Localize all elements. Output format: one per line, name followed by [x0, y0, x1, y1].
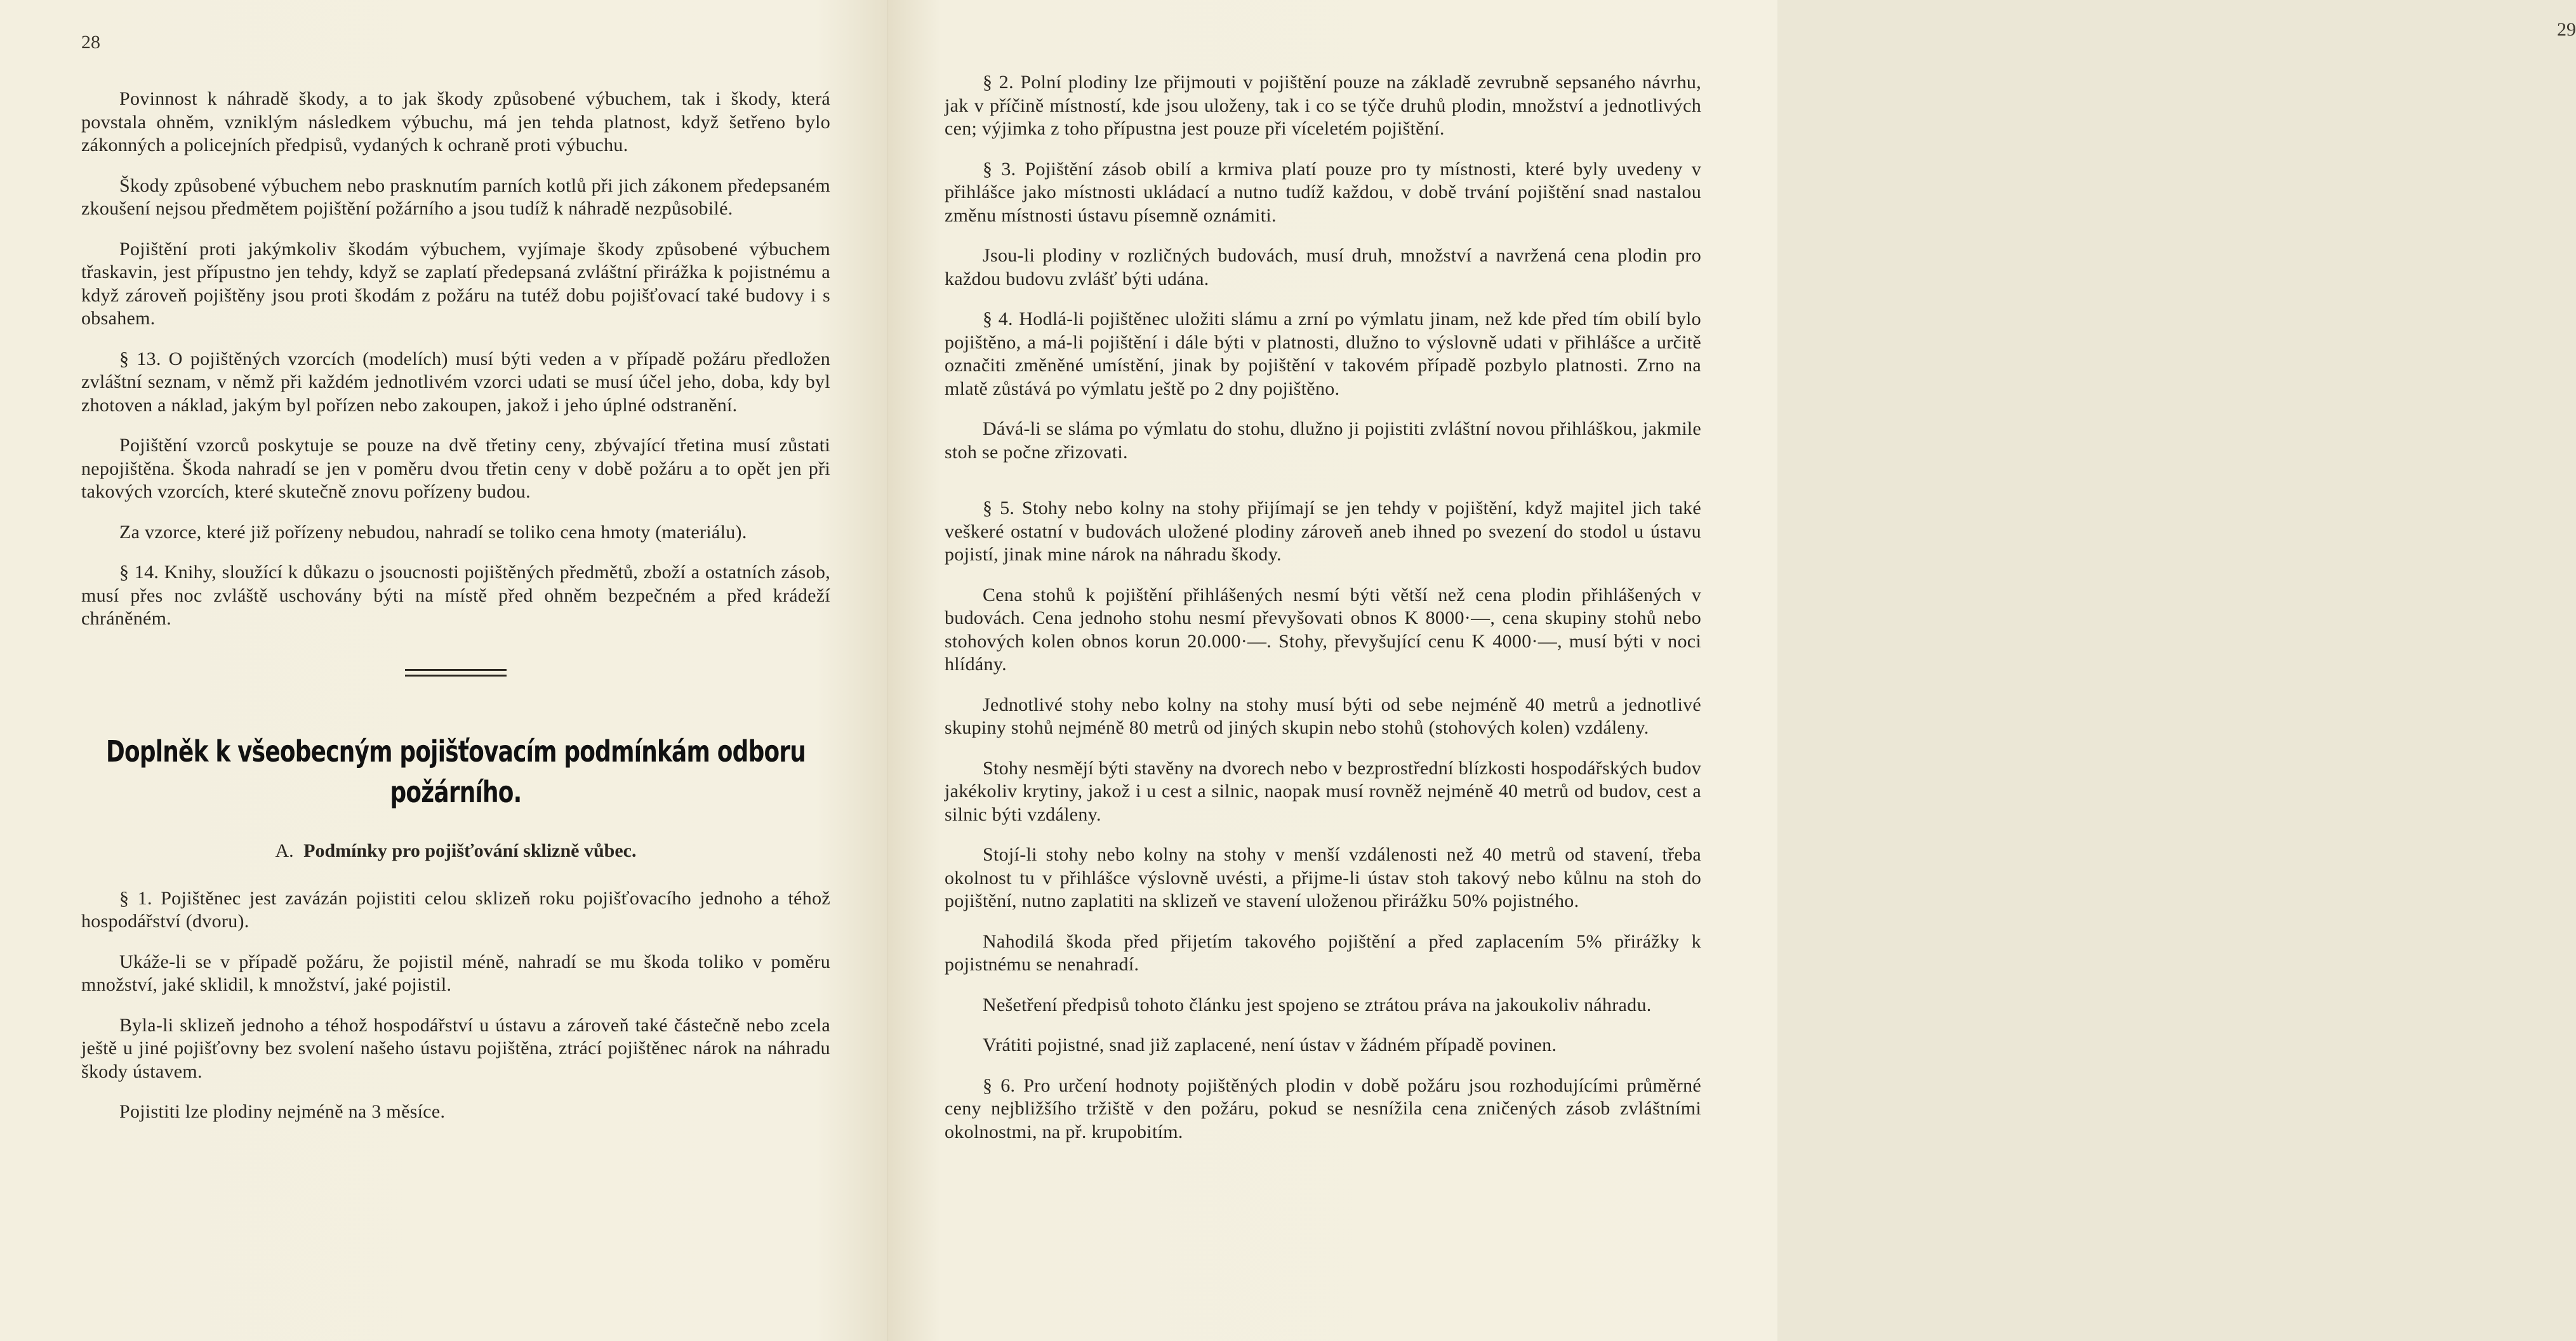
- paragraph-section-1: § 1. Pojištěnec jest zavázán pojistiti celou sklizeň roku pojišťovacího jednoho a téhož hospodářství (dvoru).: [81, 887, 830, 932]
- page-number-right: 29: [2557, 19, 2576, 40]
- paragraph: Dává-li se sláma po výmlatu do stohu, dlužno ji pojistiti zvláštní novou přihláškou, jakmile stoh se počne zřizovati.: [945, 418, 1701, 463]
- spacer: [945, 481, 1701, 497]
- paragraph: Pojištění vzorců poskytuje se pouze na dvě třetiny ceny, zbývající třetina musí zůstati nepojištěna. Škoda nahradí se jen v poměru dvou třetin ceny v době požáru a to opět jen při takových vzorcích, které skutečně znovu pořízeny budou.: [81, 435, 830, 502]
- supplement-heading: Doplněk k všeobecným pojišťovacím podmínkám odboru požárního.: [105, 734, 806, 809]
- double-rule-divider: [405, 669, 507, 677]
- paragraph: Pojištění proti jakýmkoliv škodám výbuchem, vyjímaje škody způsobené výbuchem třaskavin, jest přípustno jen tehdy, když se zaplatí předepsaná zvláštní přirážka k pojistnému a když zároveň pojištěny jsou proti škodám z požáru na tutéž dobu pojišťovací také budovy i s obsahem.: [81, 238, 830, 329]
- paragraph: Stojí-li stohy nebo kolny na stohy v menší vzdálenosti než 40 metrů od stavení, třeba okolnost tu v přihlášce výslovně uvésti, a přijme-li ústav stoh takový nebo kůlnu na stoh do pojištění, nutno zaplatiti na sklizeň ve stavení uloženou přirážku 50% pojistného.: [945, 844, 1701, 911]
- paragraph: Nešetření předpisů tohoto článku jest spojeno se ztrátou práva na jakoukoliv náhradu.: [983, 994, 1652, 1015]
- paragraph-section-6: § 6. Pro určení hodnoty pojištěných plodin v době požáru jsou rozhodujícími průměrné ceny nejbližšího tržiště v den požáru, pokud se nesnížila cena zničených zásob zvláštními okolnostmi, na př. krupobitím.: [945, 1074, 1701, 1142]
- paragraph: Stohy nesmějí býti stavěny na dvorech nebo v bezprostřední blízkosti hospodářských budov jakékoliv krytiny, jakož i u cest a silnic, naopak musí rovněž nejméně 40 metrů od budov, cest a silnic býti vzdáleny.: [945, 757, 1701, 825]
- page-number-left: 28: [81, 32, 100, 53]
- paragraph-section-2: § 2. Polní plodiny lze přijmouti v pojištění pouze na základě zevrubně sepsaného návrhu, jak v příčině místností, kde jsou uloženy, tak i co se týče druhů plodin, množství a jednotlivých cen; výjimka z toho přípustna jest pouze při víceletém pojištění.: [945, 72, 1701, 139]
- paragraph-section-3: § 3. Pojištění zásob obilí a krmiva platí pouze pro ty místnosti, které byly uvedeny v přihlášce jako místnosti ukládací a nutno tudíž každou, v době trvání pojištění snad nastalou změnu místnosti ústavu písemně oznámiti.: [945, 158, 1701, 226]
- paragraph-section-4: § 4. Hodlá-li pojištěnec uložiti slámu a zrní po výmlatu jinam, než kde před tím obilí bylo pojištěno, a má-li pojištění i dále býti v platnosti, dlužno to výslovně udati v přihlášce a určitě označiti změněné umístění, jinak by pojištění v takovém případě pozbylo platnosti. Zrno na mlatě zůstává po výmlatu ještě po 2 dny pojištěno.: [945, 308, 1701, 399]
- left-page-text-column: [81, 88, 830, 1141]
- left-page: [0, 0, 887, 1341]
- right-page-text-column: [945, 71, 1701, 1161]
- paragraph: Jsou-li plodiny v rozličných budovách, musí druh, množství a navržená cena plodin pro každou budovu zvlášť býti udána.: [945, 245, 1701, 289]
- paragraph: Povinnost k náhradě škody, a to jak škody způsobené výbuchem, tak i škody, která povstala ohněm, vzniklým následkem výbuchu, má jen tehda platnost, když šetřeno bylo zákonných a policejních předpisů, vydaných k ochraně proti výbuchu.: [81, 88, 830, 155]
- paragraph: Vrátiti pojistné, snad již zaplacené, není ústav v žádném případě povinen.: [983, 1034, 1557, 1055]
- paragraph: Byla-li sklizeň jednoho a téhož hospodářství u ústavu a zároveň také částečně nebo zcela ještě u jiné pojišťovny bez svolení našeho ústavu pojištěna, ztrácí pojištěnec nárok na náhradu škody ústavem.: [81, 1014, 830, 1082]
- paragraph-section-14: § 14. Knihy, sloužící k důkazu o jsoucnosti pojištěných předmětů, zboží a ostatních zásob, musí přes noc zvláště uschovány býti na místě před ohněm bezpečném a před krádeží chráněném.: [81, 562, 830, 629]
- paragraph: Škody způsobené výbuchem nebo prasknutím parních kotlů při jich zákonem předepsaném zkoušení nejsou předmětem pojištění požárního a jsou tudíž k náhradě nezpůsobilé.: [81, 175, 830, 219]
- paragraph: Jednotlivé stohy nebo kolny na stohy musí býti od sebe nejméně 40 metrů a jednotlivé skupiny stohů nejméně 80 metrů od jiných skupin nebo stohů (stohových kolen) vzdáleny.: [945, 694, 1701, 738]
- paragraph: Nahodilá škoda před přijetím takového pojištění a před zaplacením 5% přirážky k pojistnému se nenahradí.: [945, 930, 1701, 975]
- paragraph-section-5: § 5. Stohy nebo kolny na stohy přijímají se jen tehdy v pojištění, když majitel jich také veškeré ostatní v budovách uložené plodiny zároveň aneb ihned po svezení do stodol u ústavu pojistí, jinak mine nárok na náhradu škody.: [945, 498, 1701, 565]
- paragraph: Za vzorce, které již pořízeny nebudou, nahradí se toliko cena hmoty (materiálu).: [119, 521, 747, 543]
- paragraph: Cena stohů k pojištění přihlášených nesmí býti větší než cena plodin přihlášených v budovách. Cena jednoho stohu nesmí převyšovati obnos K 8000·—, cena skupiny stohů nebo stohových kolen obnos korun 20.000·—. Stohy, převyšující cenu K 4000·—, musí býti v noci hlídány.: [945, 584, 1701, 675]
- paragraph: Pojistiti lze plodiny nejméně na 3 měsíce.: [119, 1101, 446, 1122]
- subsection-letter: A.: [275, 840, 294, 861]
- subsection-heading: [81, 840, 830, 862]
- paragraph: Ukáže-li se v případě požáru, že pojistil méně, nahradí se mu škoda toliko v poměru množství, jaké sklidil, k množství, jaké pojistil.: [81, 951, 830, 995]
- subsection-title: Podmínky pro pojišťování sklizně vůbec.: [303, 840, 637, 861]
- paragraph-section-13: § 13. O pojištěných vzorcích (modelích) musí býti veden a v případě požáru předložen zvláštní seznam, v němž při každém jednotlivém vzorci udati se musí účel jeho, doba, kdy byl zhotoven a náklad, jakým byl pořízen nebo zakoupen, jakož i jeho úplné odstranění.: [81, 348, 830, 416]
